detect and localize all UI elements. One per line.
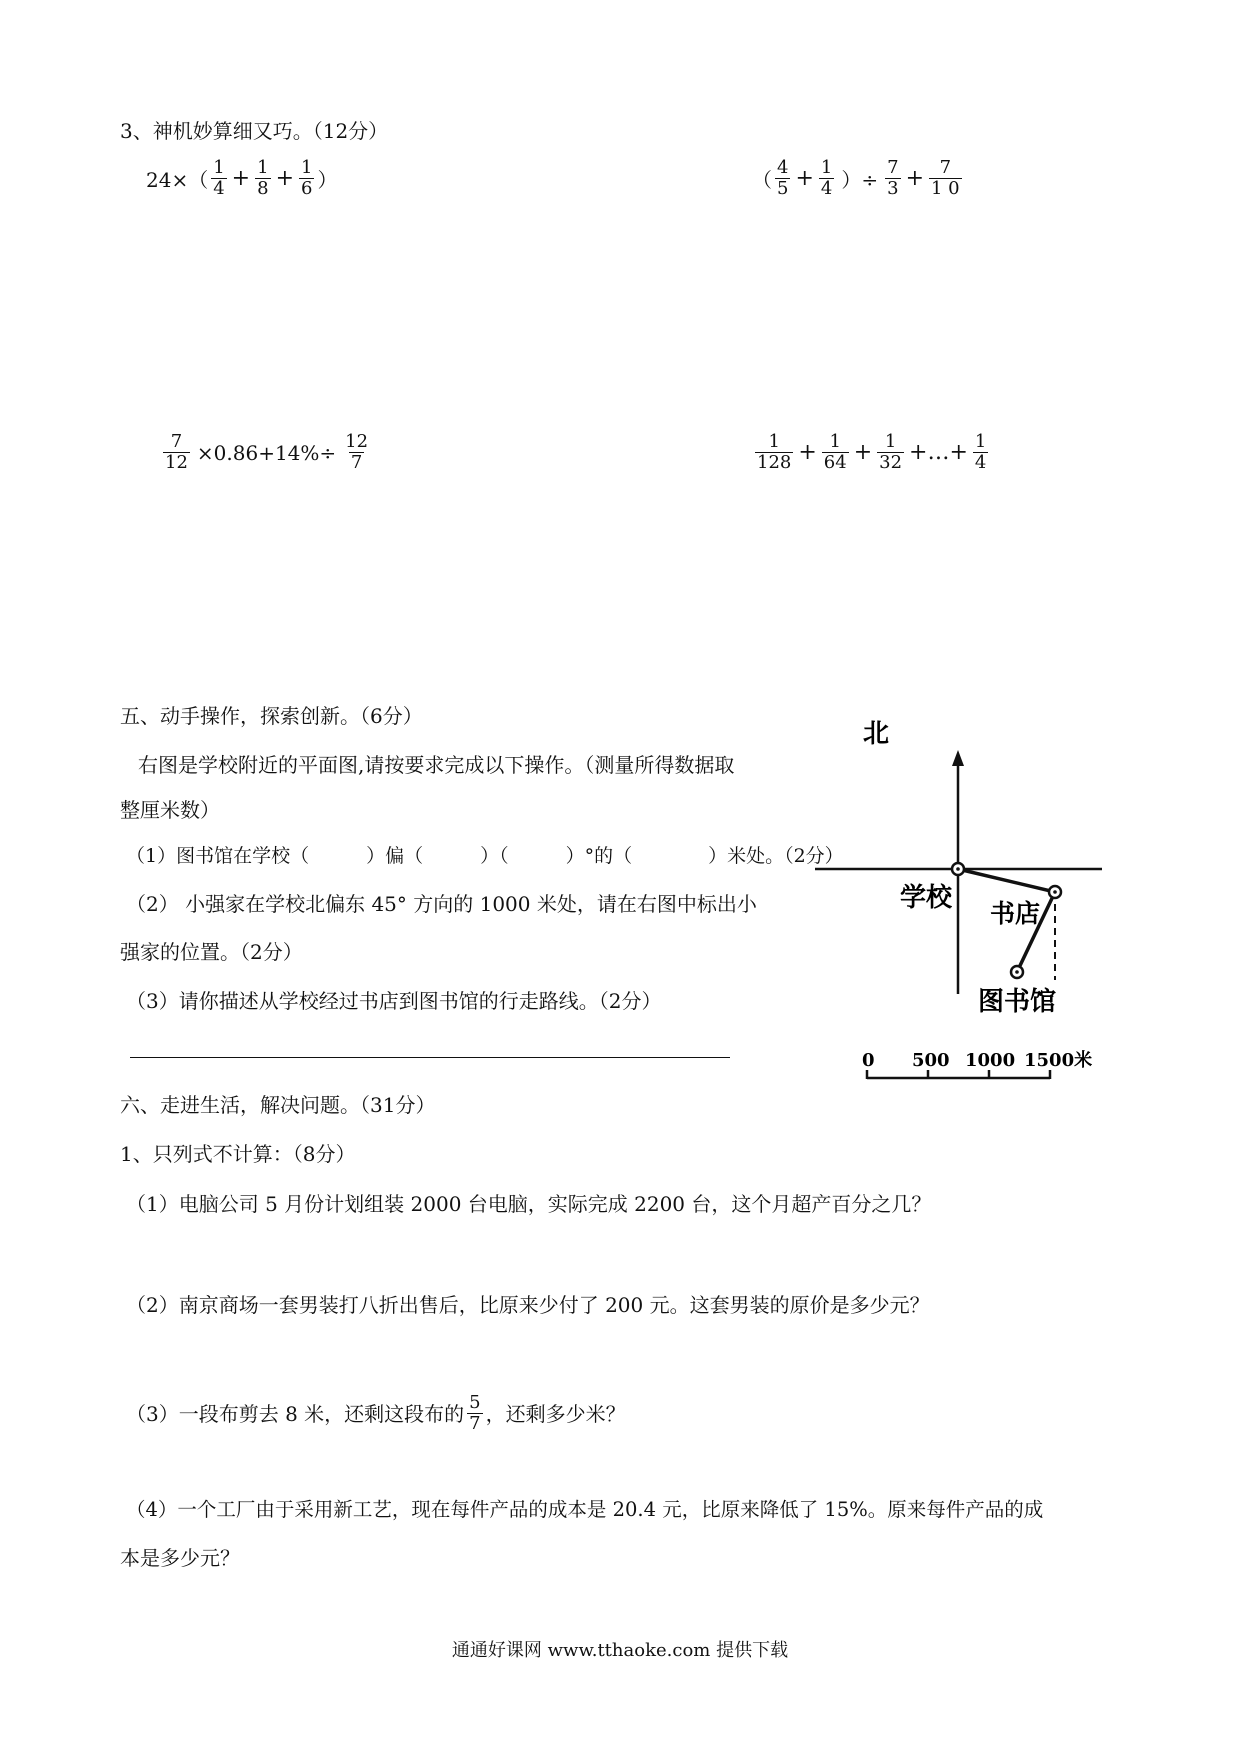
problem-1: （1）电脑公司 5 月份计划组装 2000 台电脑，实际完成 2200 台，这个月超产百分之几？ xyxy=(126,1192,932,1216)
calc-expression-4 xyxy=(752,432,991,473)
calc-expression-1 xyxy=(146,158,337,199)
section-6-heading: 六、走进生活，解决问题。（31分） xyxy=(120,1093,436,1117)
question-5-3: （3）请你描述从学校经过书店到图书馆的行走路线。（2分） xyxy=(126,989,662,1013)
problem-3 xyxy=(126,1393,626,1434)
fraction: $\frac{1}{32}$ xyxy=(879,431,903,473)
operator: + xyxy=(795,166,814,191)
expr-text: ） xyxy=(317,168,338,192)
problem-2: （2）南京商场一套男装打八折出售后，比原来少付了 200 元。这套男装的原价是多少元？ xyxy=(126,1293,930,1317)
fraction: $\frac{1}{4}$ xyxy=(820,157,833,199)
fraction: $\frac{1}{4}$ xyxy=(974,431,987,473)
school-label: 学校 xyxy=(900,883,953,913)
fraction: $\frac{1}{4}$ xyxy=(213,157,225,199)
north-arrow-icon xyxy=(952,750,964,766)
bookstore-label: 书店 xyxy=(990,899,1041,928)
fraction: $\frac{1}{128}$ xyxy=(757,431,792,473)
operator: +…+ xyxy=(909,440,968,465)
school-map xyxy=(815,712,1125,1082)
section-5-intro: 右图是学校附近的平面图,请按要求完成以下操作。（测量所得数据取 xyxy=(138,753,735,777)
expr-text: ×0.86+14%÷ xyxy=(196,440,337,465)
expr-text: 24×（ xyxy=(146,168,209,192)
fraction: $\frac{12}{7}$ xyxy=(345,431,369,473)
scale-label-1500: 1500米 xyxy=(1024,1050,1093,1071)
scale-label-0: 0 xyxy=(862,1050,875,1071)
footer-text: 通通好课网 www.tthaoke.com 提供下载 xyxy=(451,1640,789,1661)
section-3-heading: 3、神机妙算细又巧。（12分） xyxy=(120,119,389,143)
section-5-intro-cont: 整厘米数） xyxy=(120,798,220,822)
section-6-sub-1: 1、只列式不计算：（8分） xyxy=(120,1142,356,1166)
operator: + xyxy=(905,166,924,191)
question-5-2-cont: 强家的位置。（2分） xyxy=(120,940,303,964)
fraction: $\frac{1}{8}$ xyxy=(257,157,269,199)
expr-text: （ xyxy=(752,168,772,192)
problem-3-text: （3）一段布剪去 8 米，还剩这段布的 xyxy=(126,1401,465,1426)
fraction: $\frac{7}{12}$ xyxy=(165,431,188,473)
question-5-2: （2） 小强家在学校北偏东 45° 方向的 1000 米处，请在右图中标出小 xyxy=(126,892,757,916)
operator: + xyxy=(275,166,294,191)
fraction: $\frac{7}{3}$ xyxy=(887,157,899,199)
answer-line xyxy=(130,1057,730,1058)
calc-expression-3 xyxy=(160,432,373,473)
problem-4-cont: 本是多少元？ xyxy=(120,1546,240,1570)
scale-label-1000: 1000 xyxy=(965,1050,1016,1071)
library-label: 图书馆 xyxy=(978,987,1057,1017)
map-north-label: 北 xyxy=(863,719,890,749)
operator: + xyxy=(231,166,251,191)
calc-expression-2 xyxy=(752,158,965,199)
problem-3-text-end: ，还剩多少米？ xyxy=(485,1401,626,1426)
expr-text: ）÷ xyxy=(841,168,879,192)
path-school-bookstore xyxy=(958,869,1055,892)
operator: + xyxy=(798,440,817,465)
fraction: $\frac{5}{7}$ xyxy=(469,1392,481,1434)
fraction: $\frac{1}{64}$ xyxy=(823,431,847,473)
fraction: $\frac{1}{6}$ xyxy=(301,157,313,199)
problem-4: （4）一个工厂由于采用新工艺，现在每件产品的成本是 20.4 元，比原来降低了 15%。原来每件产品的成 xyxy=(126,1498,1044,1521)
section-5-heading: 五、动手操作，探索创新。（6分） xyxy=(120,704,423,728)
operator: + xyxy=(853,440,873,465)
question-5-1: （1）图书馆在学校（ ）偏（ ）（ ）°的（ ）米处。（2分） xyxy=(126,845,844,867)
fraction: $\frac{4}{5}$ xyxy=(777,157,789,199)
fraction: $\frac{7}{1 0}$ xyxy=(931,157,960,199)
scale-label-500: 500 xyxy=(912,1050,950,1071)
